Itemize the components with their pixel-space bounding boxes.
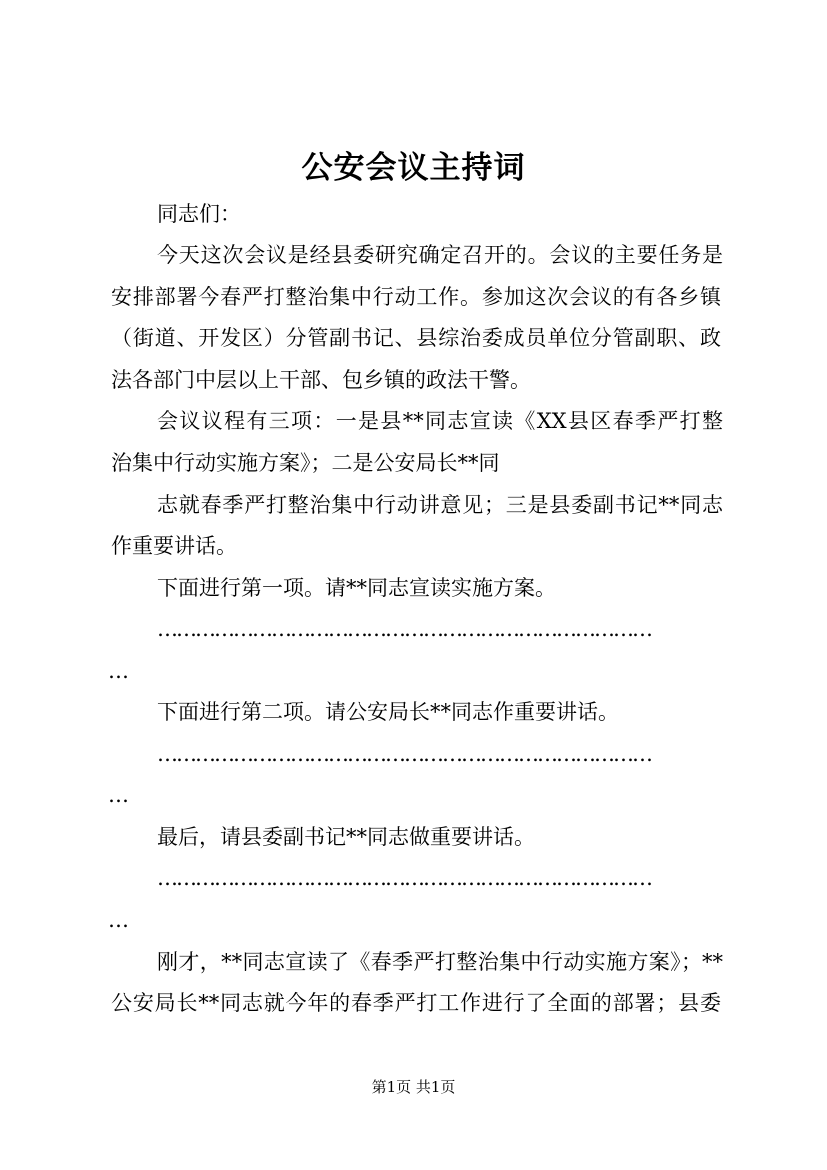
paragraph-line: 作重要讲话。 [111, 534, 237, 558]
ellipsis-line: …………………………………………………………………… [157, 617, 651, 641]
paragraph-line: 安排部署今春严打整治集中行动工作。参加这次会议的有各乡镇 [111, 285, 721, 309]
paragraph-line: 会议议程有三项：一是县**同志宣读《XX县区春季严打整 [157, 409, 723, 433]
ellipsis-tail: … [108, 908, 127, 932]
paragraph-line: 志就春季严打整治集中行动讲意见；三是县委副书记**同志 [157, 493, 723, 517]
page-number-footer: 第1页 共1页 [371, 1078, 456, 1096]
ellipsis-line: …………………………………………………………………… [157, 742, 651, 766]
ellipsis-tail: … [108, 659, 127, 683]
paragraph-line: 法各部门中层以上干部、包乡镇的政法干警。 [111, 368, 531, 392]
paragraph-line: 今天这次会议是经县委研究确定召开的。会议的主要任务是 [157, 243, 723, 267]
paragraph-line: （街道、开发区）分管副书记、县综治委成员单位分管副职、政 [111, 326, 721, 350]
paragraph-line: 公安局长**同志就今年的春季严打工作进行了全面的部署；县委 [111, 991, 721, 1015]
agenda-item-3: 最后，请县委副书记**同志做重要讲话。 [157, 825, 535, 849]
paragraph-line: 刚才，**同志宣读了《春季严打整治集中行动实施方案》；** [157, 950, 723, 974]
agenda-item-2: 下面进行第二项。请公安局长**同志作重要讲话。 [157, 700, 619, 724]
ellipsis-tail: … [108, 783, 127, 807]
agenda-item-1: 下面进行第一项。请**同志宣读实施方案。 [157, 576, 556, 600]
greeting: 同志们： [157, 202, 241, 226]
ellipsis-line: …………………………………………………………………… [157, 866, 651, 890]
paragraph-line: 治集中行动实施方案》；二是公安局长**同 [111, 451, 500, 475]
document-title: 公安会议主持词 [301, 150, 526, 186]
